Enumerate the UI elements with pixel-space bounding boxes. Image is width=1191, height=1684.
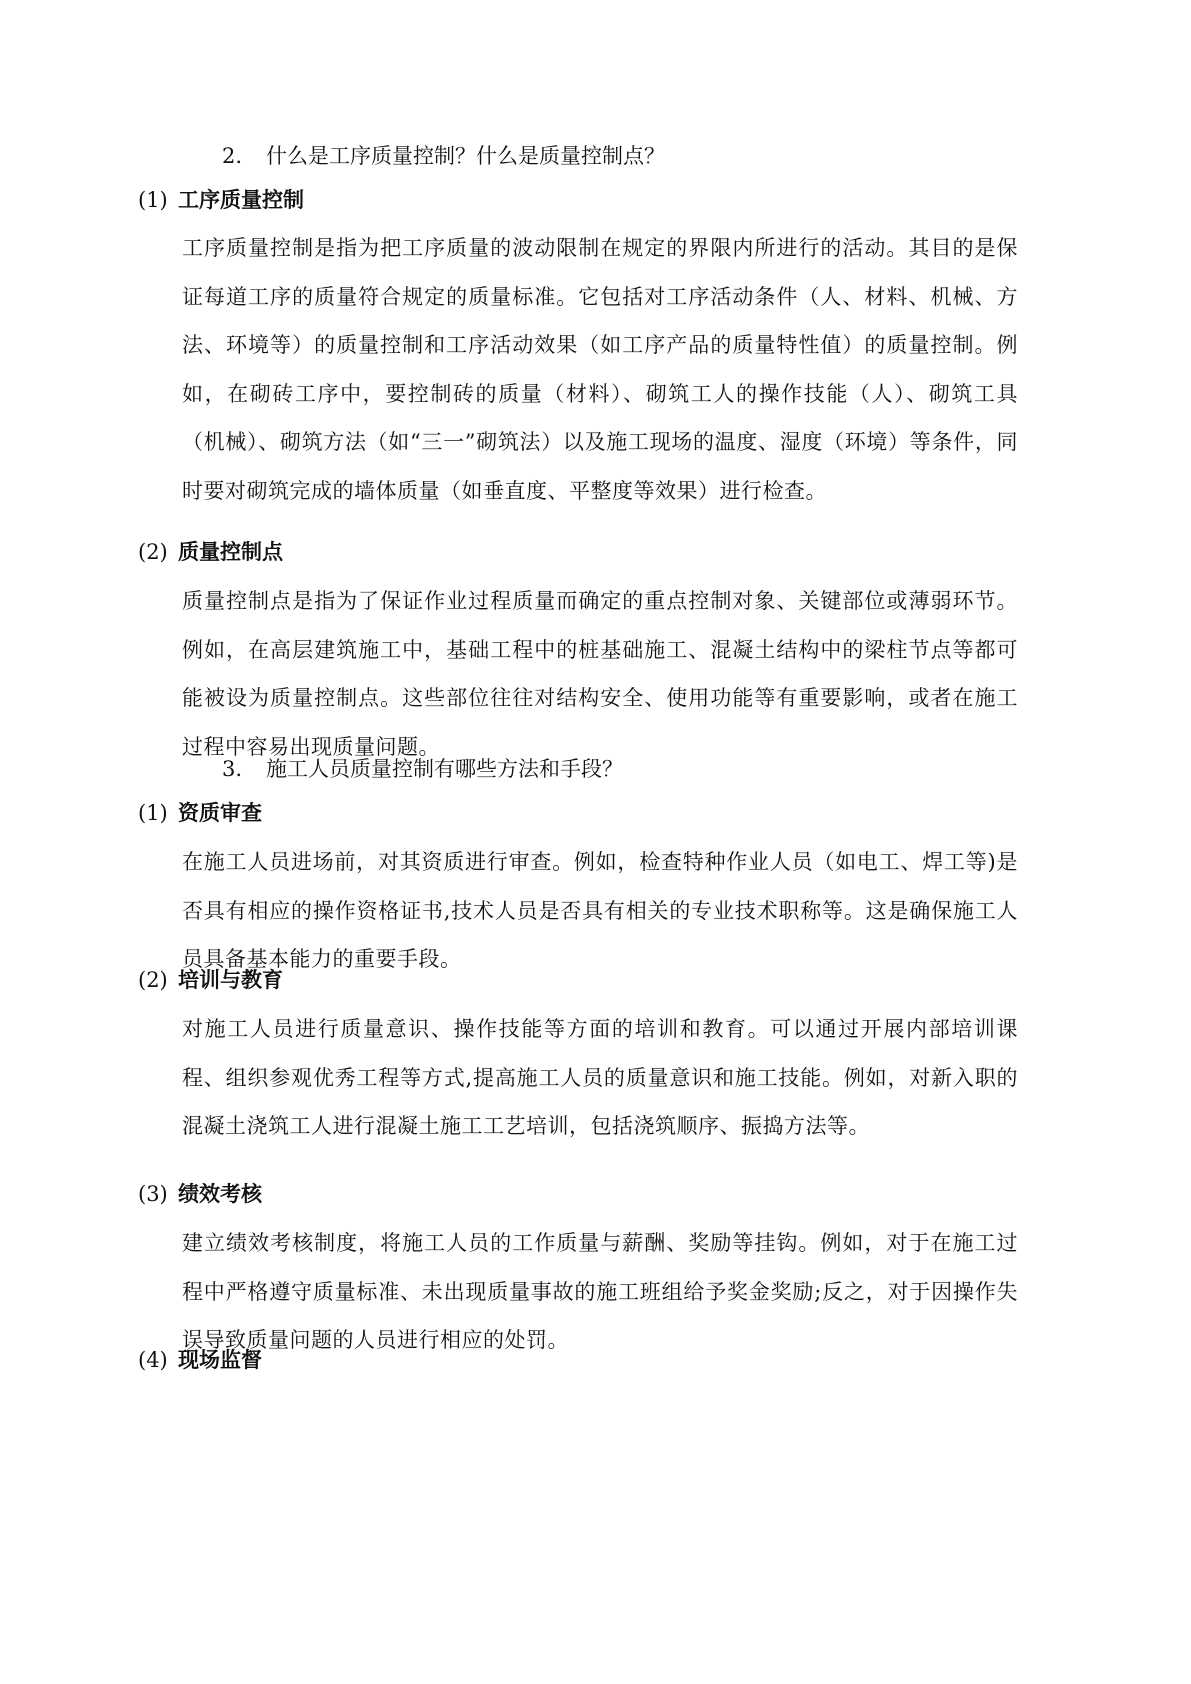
subsection-title: 绩效考核 (178, 1182, 262, 1206)
paragraph: 对施工人员进行质量意识、操作技能等方面的培训和教育。可以通过开展内部培训课程、组织参观优秀工程等方式,提高施工人员的质量意识和施工技能。例如，对新入职的混凝土浇筑工人进行混凝土施工工艺培训，包括浇筑顺序、振捣方法等。 (182, 1017, 1018, 1138)
paragraph: 质量控制点是指为了保证作业过程质量而确定的重点控制对象、关键部位或薄弱环节。例如，在高层建筑施工中，基础工程中的桩基础施工、混凝土结构中的梁柱节点等都可能被设为质量控制点。这些部位往往对结构安全、使用功能等有重要影响，或者在施工过程中容易出现质量问题。 (182, 589, 1018, 759)
subsection-heading (138, 799, 262, 827)
subsection-heading (138, 538, 283, 566)
subsection-title: 培训与教育 (178, 968, 283, 992)
subsection-title: 资质审查 (178, 801, 262, 825)
subsection-title: 质量控制点 (178, 540, 283, 564)
question-heading (222, 142, 665, 170)
question-number: 2. (222, 144, 243, 168)
subsection-number: (2) (138, 540, 168, 564)
subsection-title: 现场监督 (178, 1348, 262, 1372)
subsection-heading (138, 1180, 262, 1208)
subsection-number: (4) (138, 1348, 168, 1372)
subsection-heading (138, 1346, 262, 1374)
subsection-heading (138, 966, 283, 994)
question-text: 施工人员质量控制有哪些方法和手段？ (266, 757, 623, 781)
paragraph: 工序质量控制是指为把工序质量的波动限制在规定的界限内所进行的活动。其目的是保证每道工序的质量符合规定的质量标准。它包括对工序活动条件（人、材料、机械、方法、环境等）的质量控制和工序活动效果（如工序产品的质量特性值）的质量控制。例如，在砌砖工序中，要控制砖的质量（材料）、砌筑工人的操作技能（人）、砌筑工具（机械）、砌筑方法（如“三一”砌筑法）以及施工现场的温度、湿度（环境）等条件，同时要对砌筑完成的墙体质量（如垂直度、平整度等效果）进行检查。 (182, 236, 1018, 503)
subsection-number: (3) (138, 1182, 168, 1206)
subsection-number: (1) (138, 801, 168, 825)
question-number: 3. (222, 757, 243, 781)
paragraph: 在施工人员进场前，对其资质进行审查。例如，检查特种作业人员（如电工、焊工等)是否具有相应的操作资格证书,技术人员是否具有相关的专业技术职称等。这是确保施工人员具备基本能力的重要手段。 (182, 850, 1018, 971)
question-heading (222, 755, 623, 783)
subsection-title: 工序质量控制 (178, 188, 304, 212)
subsection-number: (1) (138, 188, 168, 212)
paragraph: 建立绩效考核制度，将施工人员的工作质量与薪酬、奖励等挂钩。例如，对于在施工过程中严格遵守质量标准、未出现质量事故的施工班组给予奖金奖励;反之，对于因操作失误导致质量问题的人员进行相应的处罚。 (182, 1231, 1018, 1352)
subsection-heading (138, 186, 304, 214)
subsection-number: (2) (138, 968, 168, 992)
question-text: 什么是工序质量控制？什么是质量控制点？ (266, 144, 665, 168)
